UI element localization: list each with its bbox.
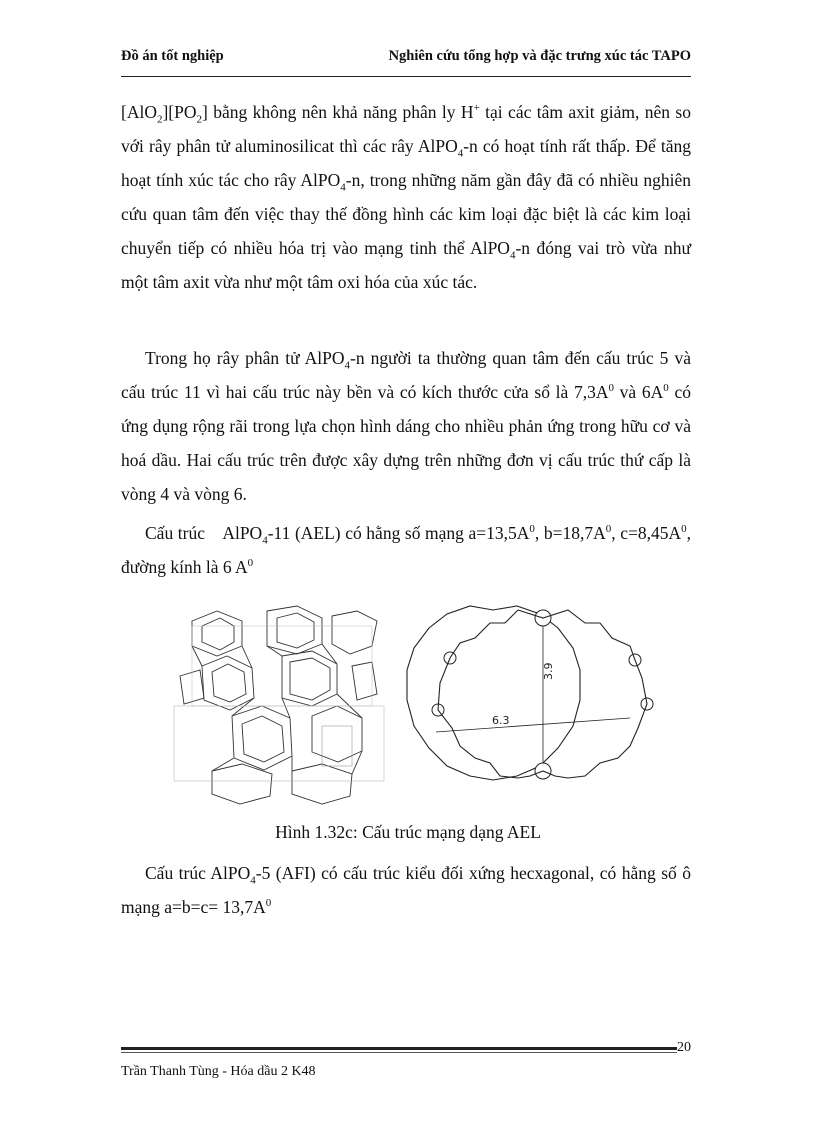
paragraph-2: Trong họ rây phân tử AlPO$_4$-n người ta thường quan tâm đến cấu trúc 5 và cấu trúc 11 vì hai cấu trúc này bền và có kích thước cửa sổ là $7,3A^0$ và $6A^0$ có ứng dụng rộng rãi trong lựa chọn hình dáng cho nhiều phản ứng trong hữu cơ và hoá dầu. Hai cấu trúc trên được xây dựng trên những đơn vị cấu trúc thứ cấp là vòng 4 và vòng 6. [121, 348, 691, 504]
page-header [121, 48, 691, 70]
ael-pore-outer-ring [438, 610, 647, 778]
ael-pore-ring-diagram [407, 606, 653, 780]
paragraph-4: Cấu trúc AlPO$_4$-5 (AFI) có cấu trúc kiểu đối xứng hecxagonal, có hằng số ô mạng $a=b=c= 13,7A^0$ [121, 863, 691, 917]
header-right-title: Nghiên cứu tổng hợp và đặc trưng xúc tác TAPO [388, 48, 691, 64]
dim-vertical-label: 3.9 [542, 662, 555, 680]
header-divider [121, 76, 691, 77]
figure-caption: Hình 1.32c: Cấu trúc mạng dạng AEL [275, 822, 541, 842]
ael-framework-drawing [174, 606, 384, 804]
paragraph-1: $[AlO_2][PO_2]$ bằng không nên khả năng phân ly H+ tại các tâm axit giảm, nên so với rây phân tử aluminosilicat thì các rây AlPO$_4$-n có hoạt tính rất thấp. Để tăng hoạt tính xúc tác cho rây AlPO$_4$-n, trong những năm gần đây đã có nhiều nghiên cứu quan tâm đến việc thay thế đồng hình các kim loại đặc biệt là các kim loại chuyển tiếp có nhiều hóa trị vào mạng tinh thể AlPO$_4$-n đóng vai trò vừa như một tâm axit vừa như một tâm oxi hóa của xúc tác. [121, 102, 692, 292]
page-number: 20 [677, 1040, 691, 1055]
dim-horizontal-label: 6.3 [492, 714, 510, 727]
ael-figure-svg [160, 598, 680, 808]
footer-divider-thick [121, 1047, 677, 1050]
paragraph-3: Cấu trúc AlPO$_4$-11 (AEL) có hằng số mạng $a=13,5A^0$, $b=18,7A^0$, $c=8,45A^0$, đường kính là 6 $A^0$ [121, 523, 691, 577]
footer-author: Trần Thanh Tùng - Hóa dầu 2 K48 [121, 1064, 316, 1079]
header-left-title: Đồ án tốt nghiệp [121, 48, 224, 64]
footer-divider-thin [121, 1052, 677, 1053]
ael-structure-figure [160, 598, 680, 808]
